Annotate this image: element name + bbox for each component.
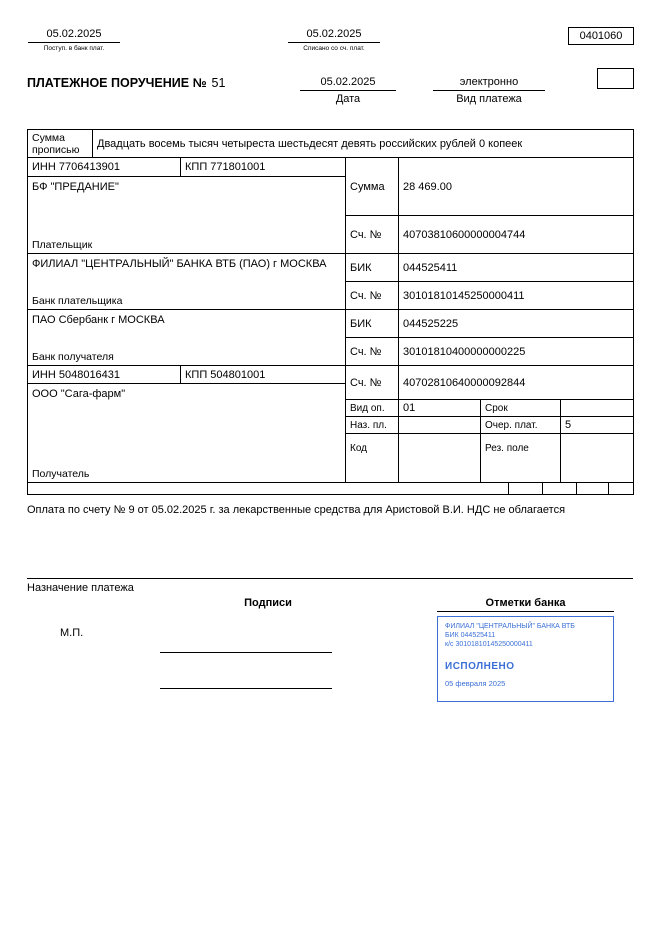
payee-bank-caption: Банк получателя [32,351,114,363]
term-value-cell [560,399,634,417]
priority-caption-cell: Очер. плат. [480,416,561,434]
payee-caption: Получатель [32,468,90,480]
payee-account-value-cell: 40702810640000092844 [398,365,634,400]
payer-caption: Плательщик [32,239,93,251]
pay-purpose-value-cell [398,416,481,434]
payee-bank-name: ПАО Сбербанк г МОСКВА [32,314,165,326]
payee-bank-cell [27,309,346,366]
amount-in-words-caption-cell: Сумма прописью [27,129,93,158]
pay-purpose-caption-cell: Наз. пл. [345,416,399,434]
op-kind-caption-cell: Вид оп. [345,399,399,417]
payment-purpose-caption: Назначение платежа [27,578,633,594]
document-number: 51 [211,76,226,90]
payer-kpp-cell: КПП 771801001 [180,157,346,177]
code-caption-cell: Код [345,433,399,483]
payer-bank-bik-caption-cell: БИК [345,253,399,282]
payee-name: ООО "Сага-фарм" [32,388,126,400]
payer-bank-cell [27,253,346,310]
payment-kind-caption: Вид платежа [456,93,522,105]
stamp-date: 05 февраля 2025 [445,679,506,688]
document-title [27,76,225,90]
signatures-caption: Подписи [244,597,292,609]
header-date-caption: Дата [335,93,361,105]
bank-execution-stamp [437,616,614,702]
debited-from-account-date: 05.02.2025 [288,28,380,43]
term-caption-cell: Срок [480,399,561,417]
document-title-text: ПЛАТЕЖНОЕ ПОРУЧЕНИЕ № [27,76,207,90]
footer-mark-cell-2 [542,482,577,495]
footer-mark-cell-4 [608,482,634,495]
priority-value-cell: 5 [560,416,634,434]
payer-name: БФ "ПРЕДАНИЕ" [32,181,119,193]
payee-bank-bik-value-cell: 044525225 [398,309,634,338]
payer-bank-name: ФИЛИАЛ "ЦЕНТРАЛЬНЫЙ" БАНКА ВТБ (ПАО) г МОСКВА [32,258,327,270]
signature-line-2 [160,688,332,689]
payer-account-value-cell: 40703810600000004744 [398,215,634,254]
payee-bank-bik-caption-cell: БИК [345,309,399,338]
footer-mark-cell-1 [508,482,543,495]
payer-bank-bik-value-cell: 044525411 [398,253,634,282]
payer-bank-account-caption-cell: Сч. № [345,281,399,310]
signature-line-1 [160,652,332,653]
header-date-field [300,76,396,105]
footer-mark-cell-3 [576,482,609,495]
received-at-bank-date: 05.02.2025 [28,28,120,43]
header-empty-box [597,68,634,89]
received-at-bank-caption: Поступ. в банк плат. [43,45,105,52]
payee-bank-account-caption-cell: Сч. № [345,337,399,366]
amount-caption-cell: Сумма [345,157,399,216]
op-kind-value-cell: 01 [398,399,481,417]
payer-account-caption-cell: Сч. № [345,215,399,254]
stamp-corr-account-line: к/с 30101810145250000411 [445,641,533,648]
payment-kind-field [433,76,545,105]
amount-in-words-cell: Двадцать восемь тысяч четыреста шестьдесят девять российских рублей 0 копеек [92,129,634,158]
footer-mark-cell-left [27,482,509,495]
code-value-cell [398,433,481,483]
payment-kind-value: электронно [433,76,545,91]
reserve-caption-cell: Рез. поле [480,433,561,483]
amount-value-cell: 28 469.00 [398,157,634,216]
payer-cell [27,176,346,254]
payee-bank-account-value-cell: 30101810400000000225 [398,337,634,366]
bank-marks-caption: Отметки банка [437,597,614,612]
payer-bank-account-value-cell: 30101810145250000411 [398,281,634,310]
reserve-value-cell [560,433,634,483]
payment-purpose-text: Оплата по счету № 9 от 05.02.2025 г. за лекарственные средства для Аристовой В.И. НДС не облагается [27,504,566,516]
header-date-value: 05.02.2025 [300,76,396,91]
payee-account-caption-cell: Сч. № [345,365,399,400]
stamp-bank-name: ФИЛИАЛ "ЦЕНТРАЛЬНЫЙ" БАНКА ВТБ [445,623,575,630]
form-code-box: 0401060 [568,27,634,45]
payer-bank-caption: Банк плательщика [32,295,123,307]
stamp-bik-line: БИК 044525411 [445,632,496,639]
payee-kpp-cell: КПП 504801001 [180,365,346,384]
debited-from-account-caption: Списано со сч. плат. [303,45,365,52]
payer-inn-cell: ИНН 7706413901 [27,157,181,177]
payee-cell [27,383,346,483]
stamp-place-caption: М.П. [60,627,84,639]
payee-inn-cell: ИНН 5048016431 [27,365,181,384]
stamp-status: ИСПОЛНЕНО [445,661,515,672]
